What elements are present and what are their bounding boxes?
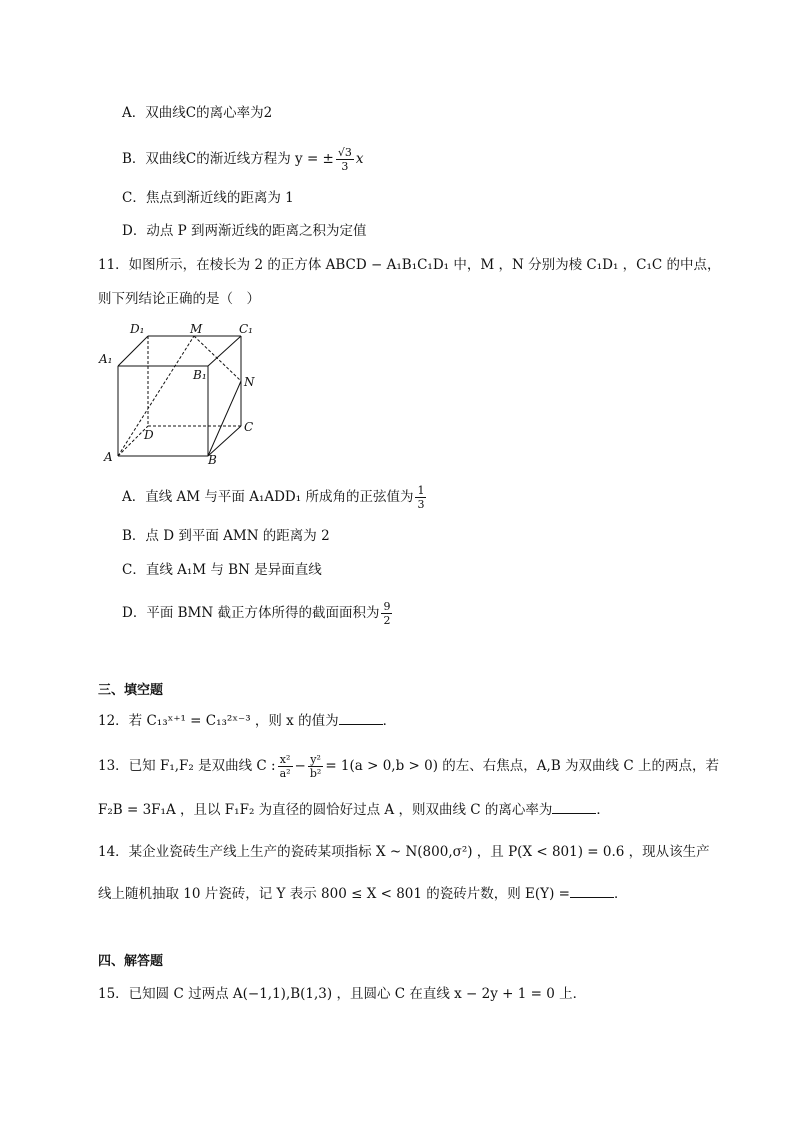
q13-minus: − [294, 758, 306, 774]
q11-option-a-fraction [415, 484, 426, 511]
q10-option-b [122, 146, 364, 173]
fraction-numerator: √3 [337, 146, 352, 159]
q10-option-b-text: B．双曲线C的渐近线方程为 y = ± [122, 151, 334, 167]
fraction-denominator: 2 [383, 614, 391, 627]
edge-a1-d1 [118, 336, 148, 366]
q11-stem-line1: 11．如图所示，在棱长为 2 的正方体 ABCD − A₁B₁C₁D₁ 中，M ，N 分别为棱 C₁D₁ ，C₁C 的中点， [98, 257, 721, 273]
label-a1: A₁ [99, 352, 113, 366]
fraction-denominator: 3 [417, 498, 425, 511]
q13-text-post: = 1(a > 0,b > 0) 的左、右焦点，A,B 为双曲线 C 上的两点，若 [325, 758, 719, 774]
q11-option-a [122, 484, 428, 511]
q11-option-d [122, 600, 394, 627]
q10-option-b-fraction [336, 146, 354, 173]
label-n: N [244, 375, 255, 389]
cube-figure [96, 318, 266, 468]
label-b: B [208, 453, 217, 467]
q13-answer-blank[interactable] [552, 801, 596, 814]
q11-option-d-text: D．平面 BMN 截正方体所得的截面面积为 [122, 605, 380, 621]
q13-line2 [98, 800, 610, 820]
fraction-denominator: b² [309, 767, 322, 780]
fraction-numerator: x² [278, 753, 293, 767]
q14-line1: 14．某企业瓷砖生产线上生产的瓷砖某项指标 X ~ N(800,σ²) ，且 P(X < 801) = 0.6 ，现从该生产 [98, 844, 710, 860]
q11-option-d-fraction [381, 600, 392, 627]
q14-text-line2: 线上随机抽取 10 片瓷砖，记 Y 表示 800 ≤ X < 801 的瓷砖片数，则 E(Y) = [98, 886, 570, 902]
q10-option-c: C．焦点到渐近线的距离为 1 [122, 190, 294, 206]
q14-line2 [98, 884, 627, 904]
fraction-numerator: y² [308, 753, 323, 767]
q13-line1 [98, 753, 719, 780]
q12-end: ． [382, 713, 397, 729]
section-3-title: 三、填空题 [98, 683, 164, 698]
label-a: A [104, 450, 113, 464]
label-c1: C₁ [239, 322, 253, 336]
fraction-numerator: 1 [417, 484, 425, 497]
edge-b-c [208, 426, 241, 456]
q11-stem-line2: 则下列结论正确的是（ ） [98, 291, 260, 307]
label-d: D [144, 428, 154, 442]
q13-text-pre: 13．已知 F₁,F₂ 是双曲线 C : [98, 758, 276, 774]
label-d1: D₁ [130, 322, 145, 336]
q10-option-a: A．双曲线C的离心率为2 [122, 105, 273, 121]
edge-b1-c1 [208, 336, 241, 366]
label-c: C [244, 420, 254, 434]
q14-end: ． [613, 886, 628, 902]
q12-answer-blank[interactable] [339, 712, 383, 725]
fraction-numerator: 9 [383, 600, 391, 613]
q11-option-b: B．点 D 到平面 AMN 的距离为 2 [122, 528, 330, 544]
q12-text: 12．若 C₁₃ˣ⁺¹ = C₁₃²ˣ⁻³ ，则 x 的值为 [98, 713, 339, 729]
q13-end: ． [596, 802, 610, 818]
q14-answer-blank[interactable] [570, 885, 614, 898]
q15: 15．已知圆 C 过两点 A(−1,1),B(1,3) ，且圆心 C 在直线 x − 2y + 1 = 0 上． [98, 986, 587, 1002]
q11-option-a-text: A．直线 AM 与平面 A₁ADD₁ 所成角的正弦值为 [122, 489, 414, 505]
q13-text-line2: F₂B = 3F₁A ，且以 F₁F₂ 为直径的圆恰好过点 A ，则双曲线 C 的离心率为 [98, 802, 553, 818]
q13-fraction-x [278, 753, 293, 780]
fraction-denominator: 3 [341, 160, 349, 173]
q11-option-c: C．直线 A₁M 与 BN 是异面直线 [122, 562, 322, 578]
q10-option-b-variable: x [355, 151, 364, 167]
q13-fraction-y [308, 753, 323, 780]
q10-option-d: D．动点 P 到两渐近线的距离之积为定值 [122, 223, 367, 239]
section-4-title: 四、解答题 [98, 954, 164, 969]
label-b1: B₁ [193, 368, 207, 382]
q12 [98, 711, 396, 731]
fraction-denominator: a² [279, 767, 291, 780]
label-m: M [190, 322, 203, 336]
segment-b-n [208, 381, 241, 456]
